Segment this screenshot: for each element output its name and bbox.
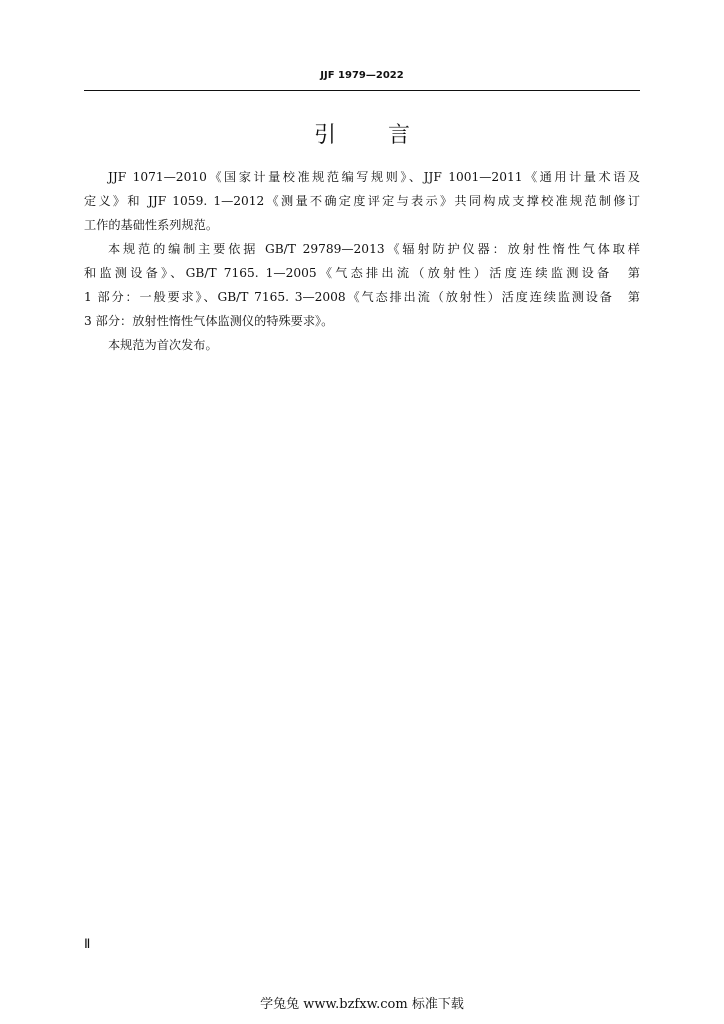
- footer-watermark: 学兔兔 www.bzfxw.com 标准下载: [260, 997, 464, 1012]
- page-number: Ⅱ: [84, 936, 91, 951]
- header-standard-code: JJF 1979—2022: [320, 70, 404, 81]
- paragraph-line: 本规范的编制主要依据 GB/T 29789—2013《辐射防护仪器：放射性惰性气体取样: [108, 242, 640, 256]
- page-title: 引言: [313, 123, 462, 148]
- paragraph-line: 本规范为首次发布。: [108, 338, 218, 352]
- paragraph-line: 1 部分：一般要求》、GB/T 7165. 3—2008《气态排出流（放射性）活度连续监测设备 第: [84, 290, 640, 304]
- body-text: [84, 165, 640, 357]
- paragraph-line: 3 部分：放射性惰性气体监测仪的特殊要求》。: [84, 314, 334, 328]
- paragraph-line: 工作的基础性系列规范。: [84, 218, 219, 232]
- paragraph-references: [84, 165, 640, 237]
- paragraph-line: 和监测设备》、GB/T 7165. 1—2005《气态排出流（放射性）活度连续监测设备 第: [84, 266, 640, 280]
- paragraph-basis: [84, 237, 640, 333]
- paragraph-line: 定义》和 JJF 1059. 1—2012《测量不确定度评定与表示》共同构成支撑校准规范制修订: [84, 194, 640, 208]
- header-rule: [84, 90, 640, 91]
- paragraph-first-release: [84, 333, 640, 357]
- paragraph-line: JJF 1071—2010《国家计量校准规范编写规则》、JJF 1001—2011《通用计量术语及: [108, 170, 640, 184]
